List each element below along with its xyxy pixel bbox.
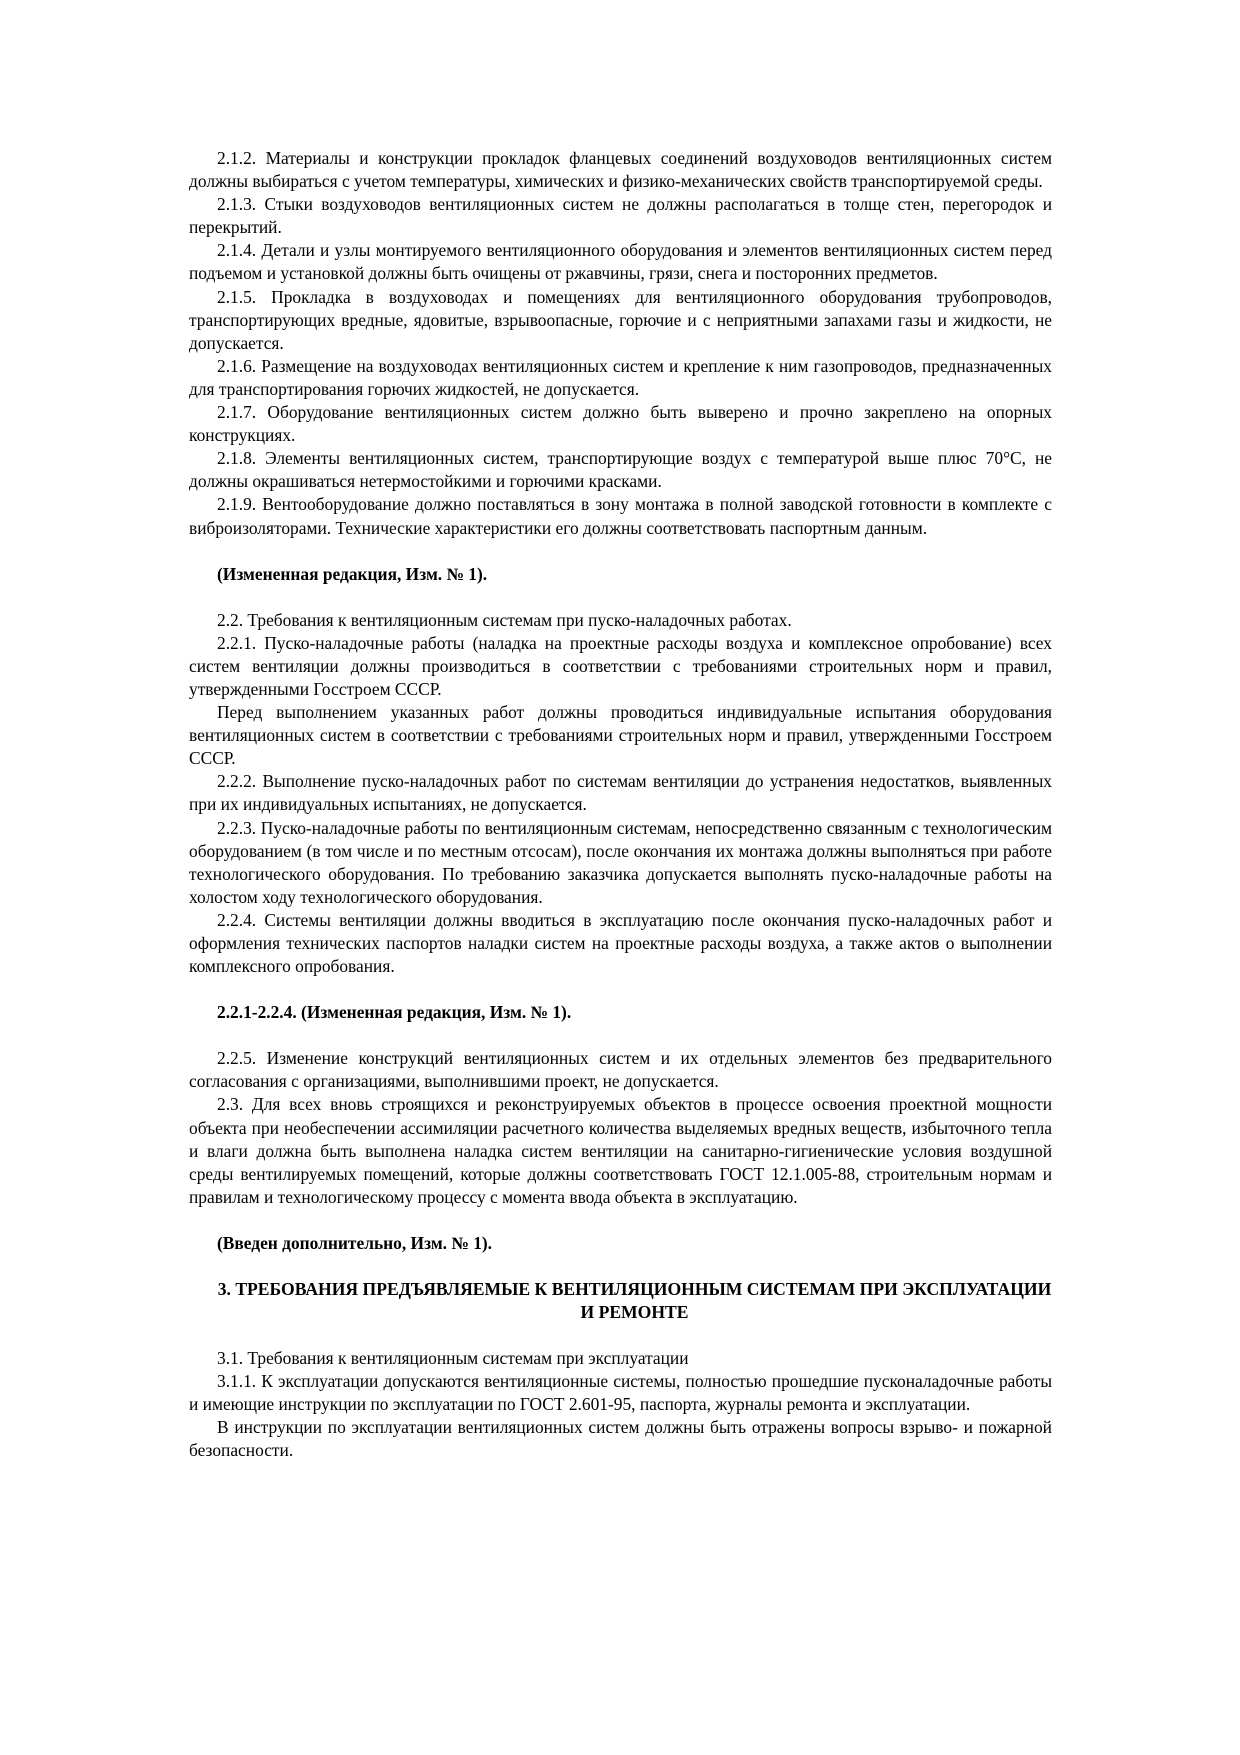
section-heading: 3. ТРЕБОВАНИЯ ПРЕДЪЯВЛЯЕМЫЕ К ВЕНТИЛЯЦИОННЫМ СИСТЕМАМ ПРИ ЭКСПЛУАТАЦИИ И РЕМОНТЕ [217, 1279, 1052, 1323]
paragraph-2-2-1: 2.2.1. Пуско-наладочные работы (наладка на проектные расходы воздуха и комплексное опробование) всех систем вентиляции должны производиться в соответствии с требованиями строительных норм и правил, утвержденными Госстроем СССР. [189, 632, 1052, 699]
paragraph-2-3: 2.3. Для всех вновь строящихся и реконструируемых объектов в процессе освоения проектной мощности объекта при необеспечении ассимиляции расчетного количества выделяемых вредных веществ, избыточного тепла и влаги должна быть выполнена наладка систем вентиляции на санитарно-гигиенические условия воздушной среды вентилируемых помещений, которые должны соответствовать ГОСТ 12.1.005-88, строительным нормам и правилам и технологическому процессу с момента ввода объекта в эксплуатацию. [189, 1094, 1052, 1207]
document-body [189, 147, 1052, 1463]
paragraph-2-1-6: 2.1.6. Размещение на воздуховодах вентиляционных систем и крепление к ним газопроводов, предназначенных для транспортирования горючих жидкостей, не допускается. [189, 355, 1052, 399]
paragraph-2-2-2: 2.2.2. Выполнение пуско-наладочных работ по системам вентиляции до устранения недостатков, выявленных при их индивидуальных испытаниях, не допускается. [189, 771, 1052, 815]
paragraph-2-2-5: 2.2.5. Изменение конструкций вентиляционных систем и их отдельных элементов без предварительного согласования с организациями, выполнившими проект, не допускается. [189, 1048, 1052, 1092]
paragraph-2-1-8: 2.1.8. Элементы вентиляционных систем, транспортирующие воздух с температурой выше плюс 70°С, не должны окрашиваться нетермостойкими и горючими красками. [189, 448, 1052, 492]
paragraph-2-1-5: 2.1.5. Прокладка в воздуховодах и помещениях для вентиляционного оборудования трубопроводов, транспортирующих вредные, ядовитые, взрывоопасные, горючие и с неприятными запахами газы и жидкости, не допускается. [189, 286, 1052, 353]
paragraph-2-2-1-continued: Перед выполнением указанных работ должны проводиться индивидуальные испытания оборудования вентиляционных систем в соответствии с требованиями строительных норм и правил, утвержденными Госстроем СССР. [189, 702, 1052, 769]
paragraph-2-2: 2.2. Требования к вентиляционным системам при пуско-наладочных работах. [217, 609, 792, 630]
amendment-note: (Измененная редакция, Изм. № 1). [217, 563, 488, 584]
paragraph-2-1-3: 2.1.3. Стыки воздуховодов вентиляционных систем не должны располагаться в толще стен, перегородок и перекрытий. [189, 194, 1052, 238]
amendment-note: 2.2.1-2.2.4. (Измененная редакция, Изм. № 1). [217, 1002, 572, 1023]
amendment-note: (Введен дополнительно, Изм. № 1). [217, 1232, 493, 1253]
paragraph-3-1-1-continued: В инструкции по эксплуатации вентиляционных систем должны быть отражены вопросы взрыво- и пожарной безопасности. [189, 1417, 1052, 1461]
paragraph-2-2-3: 2.2.3. Пуско-наладочные работы по вентиляционным системам, непосредственно связанным с технологическим оборудованием (в том числе и по местным отсосам), после окончания их монтажа должны выполняться при работе технологического оборудования. По требованию заказчика допускается выполнять пуско-наладочные работы на холостом ходу технологического оборудования. [189, 817, 1052, 907]
paragraph-2-2-4: 2.2.4. Системы вентиляции должны вводиться в эксплуатацию после окончания пуско-наладочных работ и оформления технических паспортов наладки систем на проектные расходы воздуха, а также актов о выполнении комплексного опробования. [189, 909, 1052, 977]
paragraph-3-1: 3.1. Требования к вентиляционным системам при эксплуатации [217, 1348, 689, 1369]
paragraph-2-1-2: 2.1.2. Материалы и конструкции прокладок фланцевых соединений воздуховодов вентиляционных систем должны выбираться с учетом температуры, химических и физико-механических свойств транспортируемой среды. [189, 148, 1052, 192]
paragraph-2-1-9: 2.1.9. Вентооборудование должно поставляться в зону монтажа в полной заводской готовности в комплекте с виброизоляторами. Технические характеристики его должны соответствовать паспортным данным. [189, 494, 1052, 538]
paragraph-3-1-1: 3.1.1. К эксплуатации допускаются вентиляционные системы, полностью прошедшие пусконаладочные работы и имеющие инструкции по эксплуатации по ГОСТ 2.601-95, паспорта, журналы ремонта и эксплуатации. [189, 1371, 1052, 1415]
paragraph-2-1-7: 2.1.7. Оборудование вентиляционных систем должно быть выверено и прочно закреплено на опорных конструкциях. [189, 402, 1052, 446]
paragraph-2-1-4: 2.1.4. Детали и узлы монтируемого вентиляционного оборудования и элементов вентиляционных систем перед подъемом и установкой должны быть очищены от ржавчины, грязи, снега и посторонних предметов. [189, 240, 1052, 284]
